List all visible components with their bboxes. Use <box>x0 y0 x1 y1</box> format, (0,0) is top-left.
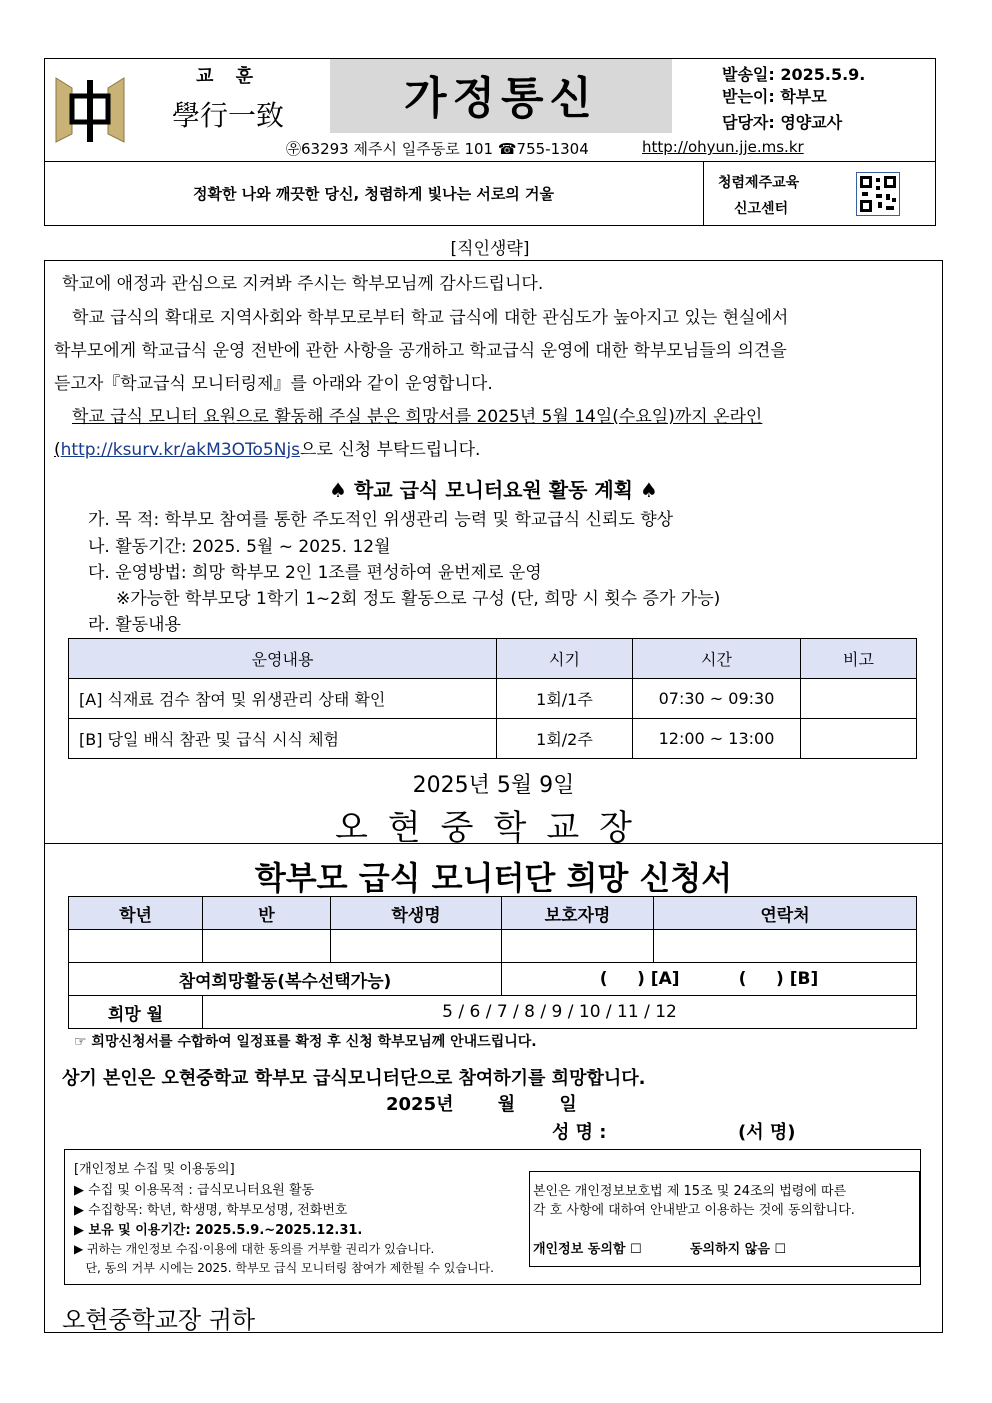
paragraph-intro-3: 듣고자『학교급식 모니터링제』를 아래와 같이 운영합니다. <box>54 374 493 394</box>
col-student-name: 학생명 <box>331 897 502 930</box>
survey-link[interactable]: http://ksurv.kr/akM3OTo5Njs <box>60 440 301 460</box>
form-date[interactable]: 2025년 월 일 <box>386 1094 577 1115</box>
report-center-line2: 신고센터 <box>734 201 789 217</box>
paragraph-intro-1: 학교 급식의 확대로 지역사회와 학부모로부터 학교 급식에 대한 관심도가 높아지고 있는 현실에서 <box>72 308 789 328</box>
form-note: ☞ 희망신청서를 수합하여 일정표를 확정 후 신청 학부모님께 안내드립니다. <box>74 1034 537 1050</box>
pledge-statement: 상기 본인은 오현중학교 학부모 급식모니터단으로 참여하기를 희망합니다. <box>62 1068 646 1089</box>
school-address: ㉾63293 제주시 일주동로 101 ☎755-1304 <box>286 140 589 158</box>
col-frequency: 시기 <box>497 639 633 679</box>
class-field[interactable] <box>203 930 331 963</box>
report-center-line1: 청렴제주교육 <box>718 175 800 191</box>
activity-choice-label: 참여희망활동(복수선택가능) <box>69 963 502 996</box>
school-motto: 學行一致 <box>172 99 285 132</box>
school-emblem-icon <box>52 74 128 146</box>
person-in-charge: 담당자: 영양교사 <box>722 113 843 132</box>
addressee: 오현중학교장 귀하 <box>62 1306 256 1334</box>
plan-period: 나. 활동기간: 2025. 5월 ~ 2025. 12월 <box>88 537 391 557</box>
privacy-purpose: ▶ 수집 및 이용목적 : 급식모니터요원 활동 <box>74 1183 315 1198</box>
row-b-content: [B] 당일 배식 참관 및 급식 시식 체험 <box>69 719 497 759</box>
principal-name: 오현중학교장 <box>334 808 653 848</box>
privacy-period: ▶ 보유 및 이용기간: 2025.5.9.~2025.12.31. <box>74 1223 363 1238</box>
row-a-remarks <box>801 679 917 719</box>
contact-field[interactable] <box>654 930 917 963</box>
table-row <box>69 679 917 719</box>
col-guardian-name: 보호자명 <box>502 897 654 930</box>
consent-disagree-checkbox[interactable]: 동의하지 않음 ☐ <box>690 1242 787 1257</box>
recipient: 받는이: 학부모 <box>722 87 827 106</box>
consent-text-2: 각 호 사항에 대하여 안내받고 이용하는 것에 동의합니다. <box>533 1203 855 1218</box>
plan-activity-label: 라. 활동내용 <box>88 615 181 635</box>
col-class: 반 <box>203 897 331 930</box>
activity-choice-options[interactable]: ( ) [A] ( ) [B] <box>502 963 917 996</box>
sign-label: 성 명 : <box>552 1122 607 1143</box>
col-remarks: 비고 <box>801 639 917 679</box>
privacy-title: [개인정보 수집 및 이용동의] <box>74 1162 235 1177</box>
consent-text-1: 본인은 개인정보보호법 제 15조 및 24조의 법령에 따른 <box>533 1184 847 1199</box>
notice-date: 2025년 5월 9일 <box>412 773 575 798</box>
plan-method-note: ※가능한 학부모당 1학기 1~2회 정도 활동으로 구성 (단, 희망 시 횟수 증가 가능) <box>116 589 721 609</box>
guardian-name-field[interactable] <box>502 930 654 963</box>
col-content: 운영내용 <box>69 639 497 679</box>
signature-field[interactable]: (서 명) <box>738 1122 796 1143</box>
motto-label: 교 훈 <box>196 66 262 87</box>
row-b-remarks <box>801 719 917 759</box>
privacy-right: ▶ 귀하는 개인정보 수집·이용에 대한 동의를 거부할 권리가 있습니다. <box>74 1242 435 1256</box>
month-options[interactable]: 5 / 6 / 7 / 8 / 9 / 10 / 11 / 12 <box>203 996 917 1029</box>
paragraph-greeting: 학교에 애정과 관심으로 지켜봐 주시는 학부모님께 감사드립니다. <box>62 274 544 294</box>
col-grade: 학년 <box>69 897 203 930</box>
application-table <box>68 896 917 1029</box>
integrity-slogan: 정확한 나와 깨끗한 당신, 청렴하게 빛나는 서로의 거울 <box>192 185 555 203</box>
grade-field[interactable] <box>69 930 203 963</box>
plan-purpose: 가. 목 적: 학부모 참여를 통한 주도적인 위생관리 능력 및 학교급식 신뢰도 향상 <box>88 510 674 530</box>
privacy-limitation: 단, 동의 거부 시에는 2025. 학부모 급식 모니터링 참여가 제한될 수 있습니다. <box>74 1261 494 1275</box>
paragraph-intro-2: 학부모에게 학교급식 운영 전반에 관한 사항을 공개하고 학교급식 운영에 대한 학부모님들의 의견을 <box>54 341 787 361</box>
consent-agree-checkbox[interactable]: 개인정보 동의함 ☐ <box>533 1242 642 1257</box>
row-a-content: [A] 식재료 검수 참여 및 위생관리 상태 확인 <box>69 679 497 719</box>
row-a-time: 07:30 ~ 09:30 <box>633 679 801 719</box>
plan-method: 다. 운영방법: 희망 학부모 2인 1조를 편성하여 윤번제로 운영 <box>88 563 542 583</box>
row-b-time: 12:00 ~ 13:00 <box>633 719 801 759</box>
slogan-divider <box>703 161 704 226</box>
paren-open: ( <box>54 440 61 460</box>
school-url-link[interactable]: http://ohyun.jje.ms.kr <box>642 138 804 156</box>
row-a-frequency: 1회/1주 <box>497 679 633 719</box>
table-row <box>69 719 917 759</box>
privacy-items: ▶ 수집항목: 학년, 학생명, 학부모성명, 전화번호 <box>74 1203 348 1218</box>
paragraph-apply-2: 으로 신청 부탁드립니다. <box>300 440 481 460</box>
form-divider <box>44 843 943 844</box>
qr-code-icon[interactable] <box>856 172 900 216</box>
paragraph-apply-1: 학교 급식 모니터 요원으로 활동해 주실 분은 희망서를 2025년 5월 14일(수요일)까지 온라인 <box>72 407 763 427</box>
student-name-field[interactable] <box>331 930 502 963</box>
sent-date: 발송일: 2025.5.9. <box>722 65 866 84</box>
month-label: 희망 월 <box>69 996 203 1029</box>
form-title: 학부모 급식 모니터단 희망 신청서 <box>254 859 733 897</box>
activity-table <box>68 638 917 759</box>
col-contact: 연락처 <box>654 897 917 930</box>
plan-title: ♠ 학교 급식 모니터요원 활동 계획 ♠ <box>329 478 658 502</box>
row-b-frequency: 1회/2주 <box>497 719 633 759</box>
seal-omitted-note: [직인생략] <box>450 239 530 259</box>
page-title: 가정통신 <box>403 73 598 124</box>
col-time: 시간 <box>633 639 801 679</box>
